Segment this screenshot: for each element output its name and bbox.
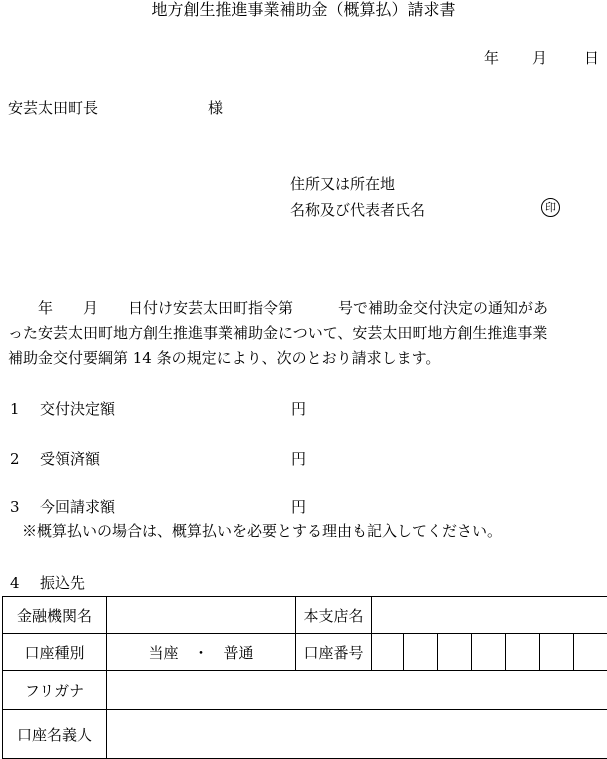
item-number: 1 [10, 400, 20, 418]
account-number-digit-2[interactable] [404, 634, 438, 671]
item-unit: 円 [291, 498, 307, 516]
item-label-request-amount: 今回請求額 [40, 498, 116, 516]
document-title: 地方創生推進事業補助金（概算払）請求書 [151, 0, 456, 19]
account-number-digit-5[interactable] [506, 634, 540, 671]
account-number-digit-7[interactable] [574, 634, 607, 671]
applicant-address-label: 住所又は所在地 [290, 175, 396, 193]
honorific: 様 [208, 99, 224, 117]
date-month-label: 月 [532, 49, 548, 67]
body-text-line-1: 年 月 日付け安芸太田町指令第 号で補助金交付決定の通知があ [8, 299, 549, 317]
applicant-name-label: 名称及び代表者氏名 [290, 201, 426, 219]
item-unit: 円 [291, 400, 307, 418]
transfer-heading: 振込先 [40, 574, 86, 592]
account-type-label: 口座種別 [3, 634, 107, 671]
branch-name-label: 本支店名 [296, 597, 372, 634]
seal-mark: 印 [541, 198, 560, 217]
bank-name-label: 金融機関名 [3, 597, 107, 634]
addressee: 安芸太田町長 [8, 99, 99, 117]
item-unit: 円 [291, 450, 307, 468]
item-label-decided-amount: 交付決定額 [40, 400, 116, 418]
account-number-digit-1[interactable] [372, 634, 404, 671]
note-text: ※概算払いの場合は、概算払いを必要とする理由も記入してください。 [22, 522, 503, 540]
item-label-received-amount: 受領済額 [40, 450, 101, 468]
item-number: 3 [10, 498, 20, 516]
item-number: 2 [10, 450, 20, 468]
date-day-label: 日 [584, 49, 600, 67]
body-text-line-3: 補助金交付要綱第 14 条の規定により、次のとおり請求します。 [8, 349, 441, 367]
account-number-digit-3[interactable] [438, 634, 472, 671]
item-number: 4 [10, 574, 20, 592]
furigana-label: フリガナ [3, 671, 107, 710]
branch-name-field[interactable] [372, 597, 607, 634]
furigana-field[interactable] [107, 671, 607, 710]
body-text-line-2: った安芸太田町地方創生推進事業補助金について、安芸太田町地方創生推進事業 [8, 324, 548, 342]
account-number-label: 口座番号 [296, 634, 372, 671]
account-number-digit-6[interactable] [540, 634, 574, 671]
bank-account-table [2, 596, 607, 759]
account-holder-field[interactable] [107, 710, 607, 759]
date-year-label: 年 [484, 49, 500, 67]
bank-name-field[interactable] [107, 597, 296, 634]
account-number-digit-4[interactable] [472, 634, 506, 671]
account-type-options[interactable]: 当座 ・ 普通 [107, 634, 296, 671]
account-holder-label: 口座名義人 [3, 710, 107, 759]
